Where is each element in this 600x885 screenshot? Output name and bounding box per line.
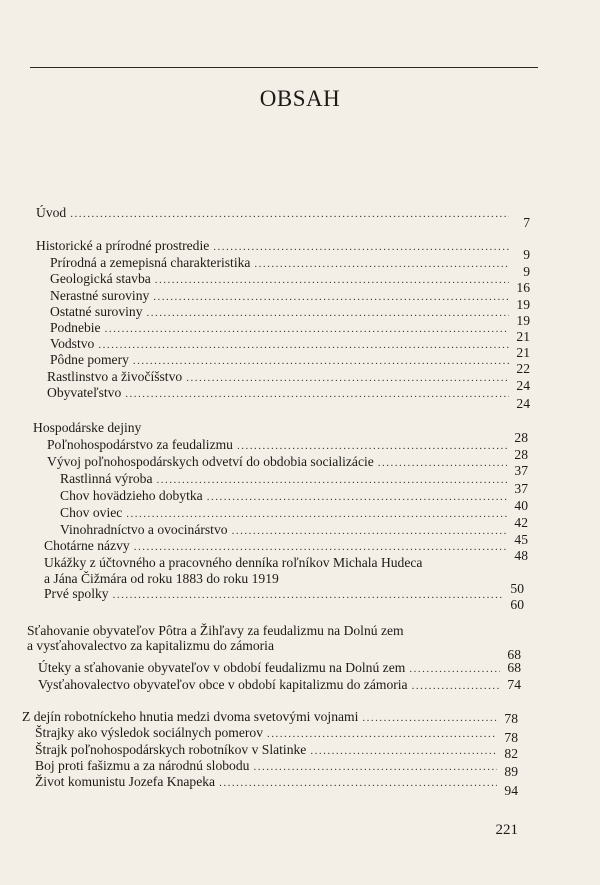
toc-leader [70,206,509,222]
toc-entry-label: Ukážky z účtovného a pracovného denníka roľníkov Michala Hudeca [44,555,423,570]
toc-entry-page: 28 [514,447,528,462]
toc-entry-page: 7 [523,215,530,230]
toc-leader [412,678,500,694]
toc-entry[interactable] [38,677,521,694]
toc-entry-page: 89 [504,764,518,779]
toc-entry-page: 42 [514,515,528,530]
toc-entry-page: 16 [516,280,530,295]
toc-entry-page: 78 [504,730,518,745]
toc-entry[interactable] [60,522,528,547]
toc-entry-label: Chov oviec [60,505,123,520]
toc-leader [310,743,497,759]
toc-entry-page: 22 [516,361,530,376]
toc-entry-page: 45 [514,532,528,547]
toc-entry-page: 60 [510,597,524,612]
toc-leader [219,775,497,791]
toc-leader [126,506,507,522]
toc-entry-label: Prvé spolky [44,586,109,601]
toc-entry-label: Poľnohospodárstvo za feudalizmu [47,437,233,452]
toc-entry-page: 24 [516,378,530,393]
toc-entry-label: Úteky a sťahovanie obyvateľov v období feudalizmu na Dolnú zem [38,660,406,675]
toc-entry-page: 19 [516,297,530,312]
toc-entry-page: 48 [514,548,528,563]
toc-entry-page: 40 [514,498,528,513]
toc-entry[interactable] [50,352,530,376]
toc-entry-page: 68 [507,660,521,675]
toc-entry-page: 68 [507,647,521,662]
toc-leader [155,272,509,288]
toc-leader [105,321,509,337]
toc-entry-label: Štrajky ako výsledok sociálnych pomerov [35,725,264,740]
toc-entry-label: Rastlinná výroba [60,471,153,486]
toc-entry[interactable] [47,385,530,411]
toc-leader [134,539,507,555]
toc-entry[interactable] [38,660,521,677]
toc-entry-label: Pôdne pomery [50,352,129,367]
toc-leader [186,370,509,386]
toc-entry[interactable] [44,586,524,612]
toc-entry[interactable] [35,774,518,798]
toc-entry-label: Štrajk poľnohospodárskych robotníkov v Slatinke [35,742,307,757]
toc-leader [98,337,509,353]
toc-leader [232,523,507,539]
toc-entry-label: Boj proti fašizmu a za národnú slobodu [35,758,250,773]
toc-entry[interactable] [27,638,521,662]
toc-entry-label: Úvod [36,205,67,220]
toc-entry[interactable] [35,742,518,759]
toc-entry-page: 50 [510,581,524,596]
toc-entry-label: Sťahovanie obyvateľov Pôtra a Žihľavy za feudalizmu na Dolnú zem [27,623,404,638]
toc-entry-label: Obyvateľstvo [47,385,122,400]
toc-leader [378,455,507,471]
toc-leader [113,587,503,603]
toc-entry-page: 37 [514,481,528,496]
toc-entry-label: Vývoj poľnohospodárskych odvetví do obdobia socializácie [47,454,374,469]
toc-leader [207,489,507,505]
toc-entry-label: Z dejín robotníckeho hnutia medzi dvoma svetovými vojnami [22,709,359,724]
toc-entry-page: 9 [523,264,530,279]
toc-entry-label: Historické a prírodné prostredie [36,238,210,253]
toc-entry-page: 82 [504,746,518,761]
toc-entry-label: Vysťahovalectvo obyvateľov obce v období kapitalizmu do zámoria [38,677,408,692]
toc-entry[interactable] [35,758,518,779]
toc-entry-label: Hospodárske dejiny [33,420,142,435]
toc-entry-page: 78 [504,711,518,726]
toc-entry-label: Podnebie [50,320,101,335]
page-number: 221 [495,822,518,838]
toc-entry-page: 21 [516,345,530,360]
toc-entry-page: 19 [516,313,530,328]
toc-entry-page: 94 [504,783,518,798]
toc-leader [147,305,509,321]
toc-entry-label: Chotárne názvy [44,538,130,553]
toc-entry-label: a Jána Čižmára od roku 1883 do roku 1919 [44,571,279,586]
toc-leader [213,239,509,255]
toc-entry-label: Život komunistu Jozefa Knapeka [35,774,216,789]
toc-entry-label: Nerastné suroviny [50,288,150,303]
toc-leader [125,386,509,402]
toc-entry-page: 74 [507,677,521,692]
toc-entry-label: Vinohradníctvo a ovocinárstvo [60,522,228,537]
toc-entry-page: 37 [514,463,528,478]
toc-entry-label: Vodstvo [50,336,95,351]
toc-entry[interactable] [47,454,528,478]
toc-leader [153,289,509,305]
toc-entry-page: 28 [514,430,528,445]
page-title: OBSAH [259,86,341,111]
toc-entry[interactable] [22,709,518,726]
toc-entry-label: Chov hovädzieho dobytka [60,488,203,503]
toc-leader [362,710,497,726]
toc-entry[interactable] [50,271,530,295]
toc-entry[interactable] [36,205,530,230]
toc-entry-label: Geologická stavba [50,271,151,286]
toc-leader [267,726,497,742]
toc-leader [254,256,509,272]
toc-leader [157,472,508,488]
toc-entry-page: 24 [516,396,530,411]
toc-entry[interactable] [36,238,530,262]
toc-entry-label: Prírodná a zemepisná charakteristika [50,255,251,270]
toc-leader [409,661,500,677]
toc-entry-label: a vysťahovalectvo za kapitalizmu do zámoria [27,638,274,653]
toc-entry-label: Ostatné suroviny [50,304,143,319]
toc-entry-page: 21 [516,329,530,344]
toc-entry-page: 9 [523,247,530,262]
toc-entry[interactable] [35,725,518,745]
toc-leader [237,438,507,454]
toc-leader [253,759,497,775]
toc-entry-label: Rastlinstvo a živočíšstvo [47,369,183,384]
toc-leader [133,353,509,369]
